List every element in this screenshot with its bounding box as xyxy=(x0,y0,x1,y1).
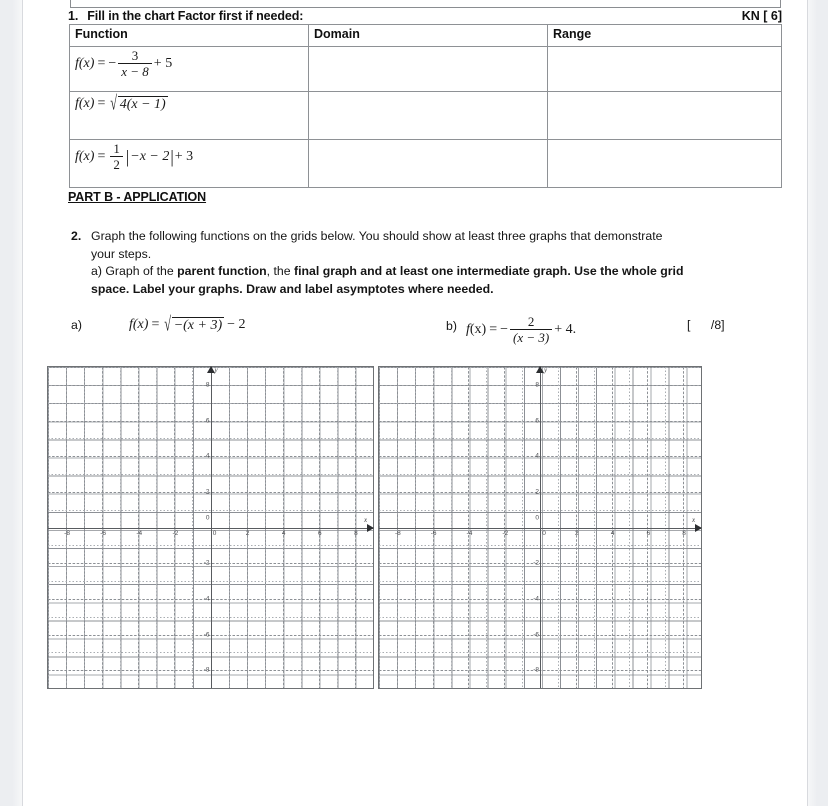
radical-sign: √ xyxy=(164,312,172,335)
formula-absolute-value: f(x) = $\frac{1}{2}$ | −x − 2 | + 3 xyxy=(75,141,194,172)
y-tick-label: 2 xyxy=(535,488,539,496)
y-tick-label: 6 xyxy=(535,417,539,424)
y-axis-label: y xyxy=(214,366,218,374)
spacer-2 xyxy=(69,263,91,281)
range-cell-1[interactable] xyxy=(548,47,782,92)
document-sheet xyxy=(22,0,808,806)
y-tick-label: -4 xyxy=(203,595,210,603)
y-tick-label: 4 xyxy=(205,452,210,460)
page-margin-right xyxy=(808,0,828,806)
x-tick-label: -8 xyxy=(64,529,70,537)
x-tick-label: 4 xyxy=(281,529,286,537)
question-2-line-1 xyxy=(69,228,783,246)
formula-radical: f(x) = √ 4(x − 1) xyxy=(75,91,166,114)
part-b-title: PART B - APPLICATION xyxy=(68,190,207,204)
y-tick-label: -2 xyxy=(533,559,539,567)
y-tick-label: 8 xyxy=(535,381,539,389)
formula-a: f(x) = √ −(x + 3) − 2 xyxy=(129,312,246,335)
cut-off-box-above xyxy=(70,0,781,8)
table-header-row xyxy=(70,25,782,47)
function-chart-table xyxy=(69,24,782,188)
y-tick-label: -8 xyxy=(203,666,210,674)
domain-cell-2[interactable] xyxy=(309,92,548,140)
question-2-text-1: Graph the following functions on the grids below. You should show at least three graphs that demonstrate xyxy=(91,229,663,243)
square-root: √ −(x + 3) xyxy=(164,312,223,335)
y-tick-label: -6 xyxy=(533,631,539,638)
y-tick-label: -2 xyxy=(203,559,210,567)
table-row xyxy=(70,140,782,188)
y-tick-label: -6 xyxy=(203,631,210,638)
question-1-header xyxy=(68,9,782,23)
column-header-range: Range xyxy=(548,25,782,47)
y-tick-label: 8 xyxy=(205,381,210,389)
x-axis-label: x xyxy=(364,515,368,524)
formula-rational: f(x) = − $\frac{3}{x - 8}$ + 5 xyxy=(75,48,173,79)
q2-l3-bold1: parent function xyxy=(177,264,267,278)
range-cell-2[interactable] xyxy=(548,92,782,140)
question-1-prompt-text: Fill in the chart Factor first if needed: xyxy=(87,9,304,23)
question-1-prompt xyxy=(68,9,303,23)
table-row xyxy=(70,47,782,92)
x-tick-label: -6 xyxy=(100,529,107,537)
y-tick-label: 4 xyxy=(535,452,539,460)
x-tick-label: 6 xyxy=(646,529,651,537)
column-header-function: Function xyxy=(70,25,309,47)
y-tick-label: -4 xyxy=(533,595,539,603)
question-2-text-2: your steps. xyxy=(91,246,152,261)
y-tick-label: -8 xyxy=(533,666,539,674)
x-tick-label: -2 xyxy=(502,529,509,537)
x-tick-label: -8 xyxy=(394,529,401,537)
part-b-expression xyxy=(466,315,576,344)
x-tick-label: 0 xyxy=(212,529,217,537)
table-row xyxy=(70,92,782,140)
x-tick-label: -4 xyxy=(136,529,143,537)
fraction: $\frac{2}{(x - 3)}$ xyxy=(510,315,552,344)
part-b-label: b) xyxy=(446,319,457,333)
function-cell-3 xyxy=(70,140,309,188)
part-b-marks: [ /8] xyxy=(687,318,725,332)
question-2-text-3 xyxy=(91,263,783,281)
x-tick-label: -4 xyxy=(466,529,473,537)
question-2-block xyxy=(69,228,783,298)
question-2-line-4 xyxy=(69,281,783,299)
x-tick-label: -6 xyxy=(430,529,437,537)
column-header-domain: Domain xyxy=(309,25,548,47)
q2-l3-bold2: final graph and at least one intermediate graph. Use the whole grid xyxy=(294,264,684,278)
radical-sign: √ xyxy=(110,91,118,114)
part-a-expression xyxy=(129,312,246,335)
formula-b: f (x) = − $\frac{2}{(x - 3)}$ + 4. xyxy=(466,314,577,345)
question-1-number: 1. xyxy=(68,9,79,23)
x-tick-label: -2 xyxy=(172,529,179,537)
x-tick-label: 2 xyxy=(245,529,250,537)
x-tick-label: 2 xyxy=(574,529,579,537)
spacer-3 xyxy=(69,281,91,299)
spacer-1 xyxy=(69,246,91,264)
fraction: $\frac{1}{2}$ xyxy=(110,142,123,171)
y-tick-label: 6 xyxy=(205,417,210,424)
q2-l3-pre: a) Graph of the xyxy=(91,264,178,278)
question-2-line-2 xyxy=(69,246,783,264)
function-cell-1 xyxy=(70,47,309,92)
x-tick-label: 8 xyxy=(682,529,686,537)
y-tick-label: 2 xyxy=(205,488,210,496)
y-axis-label: y xyxy=(544,366,548,374)
part-a-label: a) xyxy=(71,318,82,332)
x-tick-label: 6 xyxy=(318,529,322,537)
question-2-number: 2. xyxy=(71,229,82,243)
question-1-marks: KN [ 6] xyxy=(741,9,782,23)
fraction: $\frac{3}{x - 8}$ xyxy=(118,49,152,78)
square-root: √ 4(x − 1) xyxy=(110,91,166,114)
question-2-text-4: space. Label your graphs. Draw and label asymptotes where needed. xyxy=(91,281,494,296)
domain-cell-1[interactable] xyxy=(309,47,548,92)
page-margin-left xyxy=(0,0,22,806)
x-tick-label: 4 xyxy=(610,529,615,537)
x-tick-label: 8 xyxy=(354,529,358,537)
abs-bar-left: | xyxy=(125,146,130,167)
x-axis-label: x xyxy=(692,515,696,524)
function-cell-2 xyxy=(70,92,309,140)
function-prompts-row xyxy=(69,312,783,349)
q2-l3-mid: , the xyxy=(266,264,294,278)
abs-bar-right: | xyxy=(170,146,174,167)
domain-cell-3[interactable] xyxy=(309,140,548,188)
origin-label: 0 xyxy=(535,514,539,521)
x-tick-label: 0 xyxy=(542,529,546,537)
origin-label: 0 xyxy=(205,514,210,521)
range-cell-3[interactable] xyxy=(548,140,782,188)
question-2-line-3 xyxy=(69,263,783,281)
